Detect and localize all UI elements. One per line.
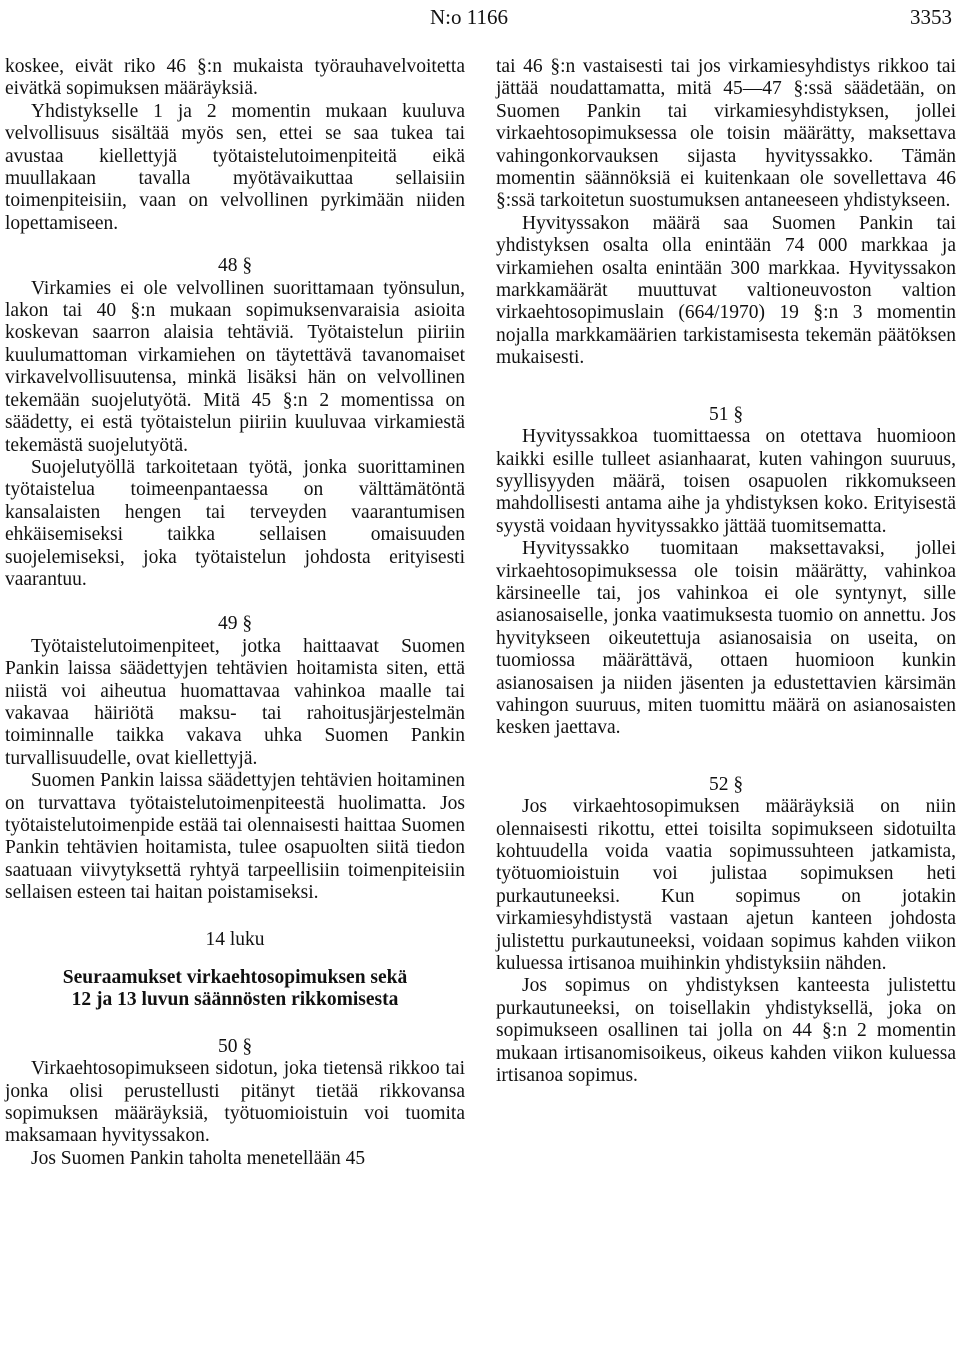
paragraph: Jos sopimus on yhdistyksen kanteesta julistettu purkautuneeksi, on toisellakin yhdistyksellä, joka on sopimukseen osallinen tai jolla on 44 §:n 2 momentin mukaan irtisanomisoikeus, oikeus kahden viikon kuluessa irtisanoa sopimus. <box>496 975 956 1087</box>
chapter-title-line: Seuraamukset virkaehtosopimuksen sekä <box>62 967 408 989</box>
paragraph: Jos virkaehtosopimuksen määräyksiä on niin olennaisesti rikottu, ettei toisilta sopimukseen sidotuilta kohtuudella voida vaatia sopimussuhteen jatkamista, työtuomioistuin voi julistaa sopimuksen heti purkautuneeksi. Kun sopimus on jotakin virkamiesyhdistystä vastaan ajetun kanteen johdosta julistettu purkautuneeksi, voidaan sopimus kahden viikon kuluessa irtisanoa muihinkin yhdistyksiin nähden. <box>496 796 956 975</box>
section-heading-49: 49 § <box>217 613 253 635</box>
right-column <box>496 56 956 1087</box>
paragraph: Työtaistelutoimenpiteet, jotka haittaavat Suomen Pankin laissa säädettyjen tehtävien hoitamista siten, että niistä voi aiheutua huomattavaa vahinkoa maalle tai vakavaa häiriötä maksu- tai rahoitusjärjestelmän toiminnalle taikka vakava uhka Suomen Pankin turvallisuudelle, ovat kiellettyjä. <box>5 635 465 769</box>
paragraph: Hyvityssakon määrä saa Suomen Pankin tai yhdistyksen osalta olla enintään 74 000 markkaa ja virkamiehen osalta enintään 300 markkaa. Hyvityssakon markkamäärät muuttuvat valtioneuvoston valtion virkaehtosopimuslain (664/1970) 19 §:n 3 momentin nojalla markkamäärien tarkistamisesta tekemän päätöksen mukaisesti. <box>496 212 956 369</box>
chapter-number: 14 luku <box>205 928 265 950</box>
left-column <box>5 56 465 1170</box>
paragraph: Hyvityssakkoa tuomittaessa on otettava huomioon kaikki esille tulleet asianhaarat, kuten vahingon suuruus, syyllisyyden määrä, toisen osapuolen rikkomukseen mahdollisesti antama aihe ja yhdistyksen koko. Erityisestä syystä voidaan hyvityssakko jättää tuomitsematta. <box>496 426 956 537</box>
paragraph: Yhdistykselle 1 ja 2 momentin mukaan kuuluva velvollisuus sisältää myös sen, ettei se saa tukea tai avustaa kiellettyjä työtaistelutoimenpiteitä eikä muullakaan tavalla myötävaikuttaa sellaisiin toimenpiteisiin, vaan on velvollinen pyrkimään niiden lopettamiseen. <box>5 100 465 234</box>
chapter-title <box>5 967 465 1012</box>
paragraph: Suomen Pankin laissa säädettyjen tehtävien hoitaminen on turvattava työtaistelutoimenpiteestä huolimatta. Jos työtaistelutoimenpide estää tai olennaisesti haittaa Suomen Pankin tehtävien hoitamista, tulee osapuolten siitä tiedon saatuaan viivytyksettä ryhtyä tarpeellisiin toimenpiteisiin sellaisen esteen tai haitan poistamiseksi. <box>5 770 465 904</box>
document-number: N:o 1166 <box>430 5 508 29</box>
paragraph: Suojelutyöllä tarkoitetaan työtä, jonka suorittaminen työtaistelua toimeenpantaessa on välttämätöntä kansalaisten hengen tai terveyden vaarantumisen ehkäisemiseksi taikka sellaisen omaisuuden suojelemiseksi, joka työtaistelun johdosta erityisesti vaarantuu. <box>5 456 465 590</box>
section-heading-51: 51 § <box>708 403 744 425</box>
chapter-title-line: 12 ja 13 luvun säännösten rikkomisesta <box>71 989 399 1011</box>
paragraph: Hyvityssakko tuomitaan maksettavaksi, jollei virkaehtosopimuksessa ole toisin määrätty, vahinkoa kärsineelle tai, jos vahinkoa ei ole syntynyt, sille asianosaiselle, jonka vaatimuksesta tuomio on annettu. Jos hyvitykseen oikeutettuja asianosaisia on useita, on tuomiossa määrättävä, ottaen huomioon kunkin asianosaisen ja niiden jäsenten ja edustettavien kärsimän vahingon suuruus, miten tuomittu määrä on asianosaisten kesken jaettava. <box>496 538 956 739</box>
section-heading-52: 52 § <box>708 773 744 795</box>
paragraph: Virkamies ei ole velvollinen suorittamaan työnsulun, lakon tai 40 §:n mukaan sopimuksenvaraisia asioita koskevan saarron alaisia tehtäviä. Työtaistelun piiriin kuulumattoman virkamiehen on täytettävä tavanomaiset virkavelvollisuutensa, minkä lisäksi hän on velvollinen tekemään suojelutyötä. Mitä 45 §:n 2 momentissa on säädetty, ei estä työtaistelun piiriin kuuluvaa virkamiestä tekemästä suojelutyötä. <box>5 277 465 456</box>
paragraph: Jos Suomen Pankin taholta menetellään 45 <box>31 1147 366 1169</box>
paragraph: tai 46 §:n vastaisesti tai jos virkamiesyhdistys rikkoo tai jättää noudattamatta, mitä 45—47 §:ssä säädetään, on Suomen Pankin tai virkamiesyhdistyksen, jollei virkaehtosopimuksessa ole toisin määrätty, maksettava vahingonkorvauksen sijasta hyvityssakko. Tämän momentin säännöksiä ei kuitenkaan ole sovellettava 46 §:ssä tarkoitetun suostumuksen antaneeseen yhdistykseen. <box>496 56 956 212</box>
page-header <box>0 0 960 34</box>
section-heading-48: 48 § <box>217 255 253 277</box>
paragraph: Virkaehtosopimukseen sidotun, joka tietensä rikkoo tai jonka olisi perustellusti pitänyt tietää rikkovansa sopimuksen määräyksiä, työtuomioistuin voi tuomita maksamaan hyvityssakon. <box>5 1058 465 1147</box>
section-heading-50: 50 § <box>217 1035 253 1057</box>
page-number: 3353 <box>910 5 952 29</box>
paragraph: koskee, eivät riko 46 §:n mukaista työrauhavelvoitetta eivätkä sopimuksen määräyksiä. <box>5 56 465 100</box>
